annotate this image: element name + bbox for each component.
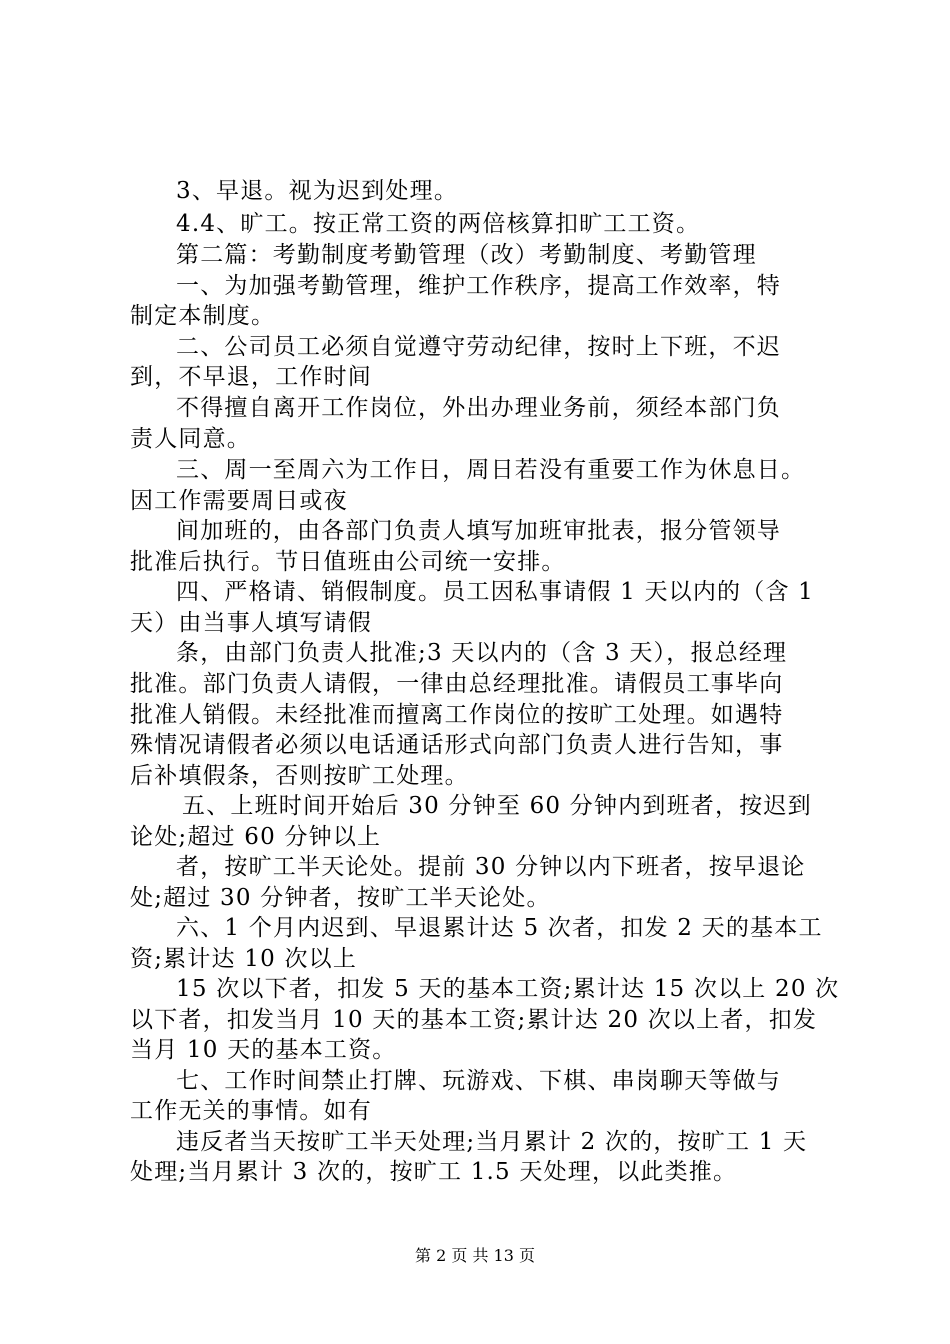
text-line: 天）由当事人填写请假 bbox=[130, 610, 372, 636]
text-line: 当月 10 天的基本工资。 bbox=[130, 1037, 397, 1063]
text-line: 以下者，扣发当月 10 天的基本工资;累计达 20 次以上者，扣发 bbox=[130, 1007, 818, 1033]
text-line: 不得擅自离开工作岗位，外出办理业务前，须经本部门负 bbox=[176, 395, 781, 421]
text-line: 四、严格请、销假制度。员工因私事请假 1 天以内的（含 1 bbox=[176, 579, 814, 605]
text-line: 第二篇：考勤制度考勤管理（改）考勤制度、考勤管理 bbox=[176, 242, 757, 268]
text-line: 15 次以下者，扣发 5 天的基本工资;累计达 15 次以上 20 次 bbox=[176, 976, 840, 1002]
text-line: 五、上班时间开始后 30 分钟至 60 分钟内到班者，按迟到 bbox=[182, 793, 812, 819]
text-line: 者，按旷工半天论处。提前 30 分钟以内下班者，按早退论 bbox=[176, 854, 806, 880]
text-line: 批准。部门负责人请假，一律由总经理批准。请假员工事毕向 bbox=[130, 671, 784, 697]
text-line: 论处;超过 60 分钟以上 bbox=[130, 824, 382, 850]
text-line: 二、公司员工必须自觉遵守劳动纪律，按时上下班，不迟 bbox=[176, 334, 781, 360]
page-footer: 第 2 页 共 13 页 bbox=[415, 1246, 535, 1265]
text-line: 处;超过 30 分钟者，按旷工半天论处。 bbox=[130, 885, 551, 911]
text-line: 到，不早退，工作时间 bbox=[130, 364, 372, 390]
text-line: 工作无关的事情。如有 bbox=[130, 1098, 372, 1124]
text-line: 三、周一至周六为工作日，周日若没有重要工作为休息日。 bbox=[176, 457, 806, 483]
text-line: 一、为加强考勤管理，维护工作秩序，提高工作效率，特 bbox=[176, 273, 781, 299]
text-line: 资;累计达 10 次以上 bbox=[130, 946, 358, 972]
text-line: 3、早退。视为迟到处理。 bbox=[176, 178, 459, 204]
text-line: 后补填假条，否则按旷工处理。 bbox=[130, 763, 469, 789]
text-line: 七、工作时间禁止打牌、玩游戏、下棋、串岗聊天等做与 bbox=[176, 1068, 781, 1094]
text-line: 间加班的，由各部门负责人填写加班审批表，报分管领导 bbox=[176, 518, 781, 544]
text-line: 因工作需要周日或夜 bbox=[130, 488, 348, 514]
text-line: 4.4、旷工。按正常工资的两倍核算扣旷工工资。 bbox=[176, 211, 701, 237]
text-line: 批准后执行。节日值班由公司统一安排。 bbox=[130, 549, 566, 575]
text-line: 制定本制度。 bbox=[130, 303, 276, 329]
text-line: 违反者当天按旷工半天处理;当月累计 2 次的，按旷工 1 天 bbox=[176, 1129, 808, 1155]
text-line: 条，由部门负责人批准;3 天以内的（含 3 天），报总经理 bbox=[176, 640, 788, 666]
text-line: 六、1 个月内迟到、早退累计达 5 次者，扣发 2 天的基本工 bbox=[176, 915, 823, 941]
text-line: 批准人销假。未经批准而擅离工作岗位的按旷工处理。如遇特 bbox=[130, 702, 784, 728]
text-line: 殊情况请假者必须以电话通话形式向部门负责人进行告知，事 bbox=[130, 732, 784, 758]
text-line: 责人同意。 bbox=[130, 426, 251, 452]
text-line: 处理;当月累计 3 次的，按旷工 1.5 天处理，以此类推。 bbox=[130, 1159, 738, 1185]
